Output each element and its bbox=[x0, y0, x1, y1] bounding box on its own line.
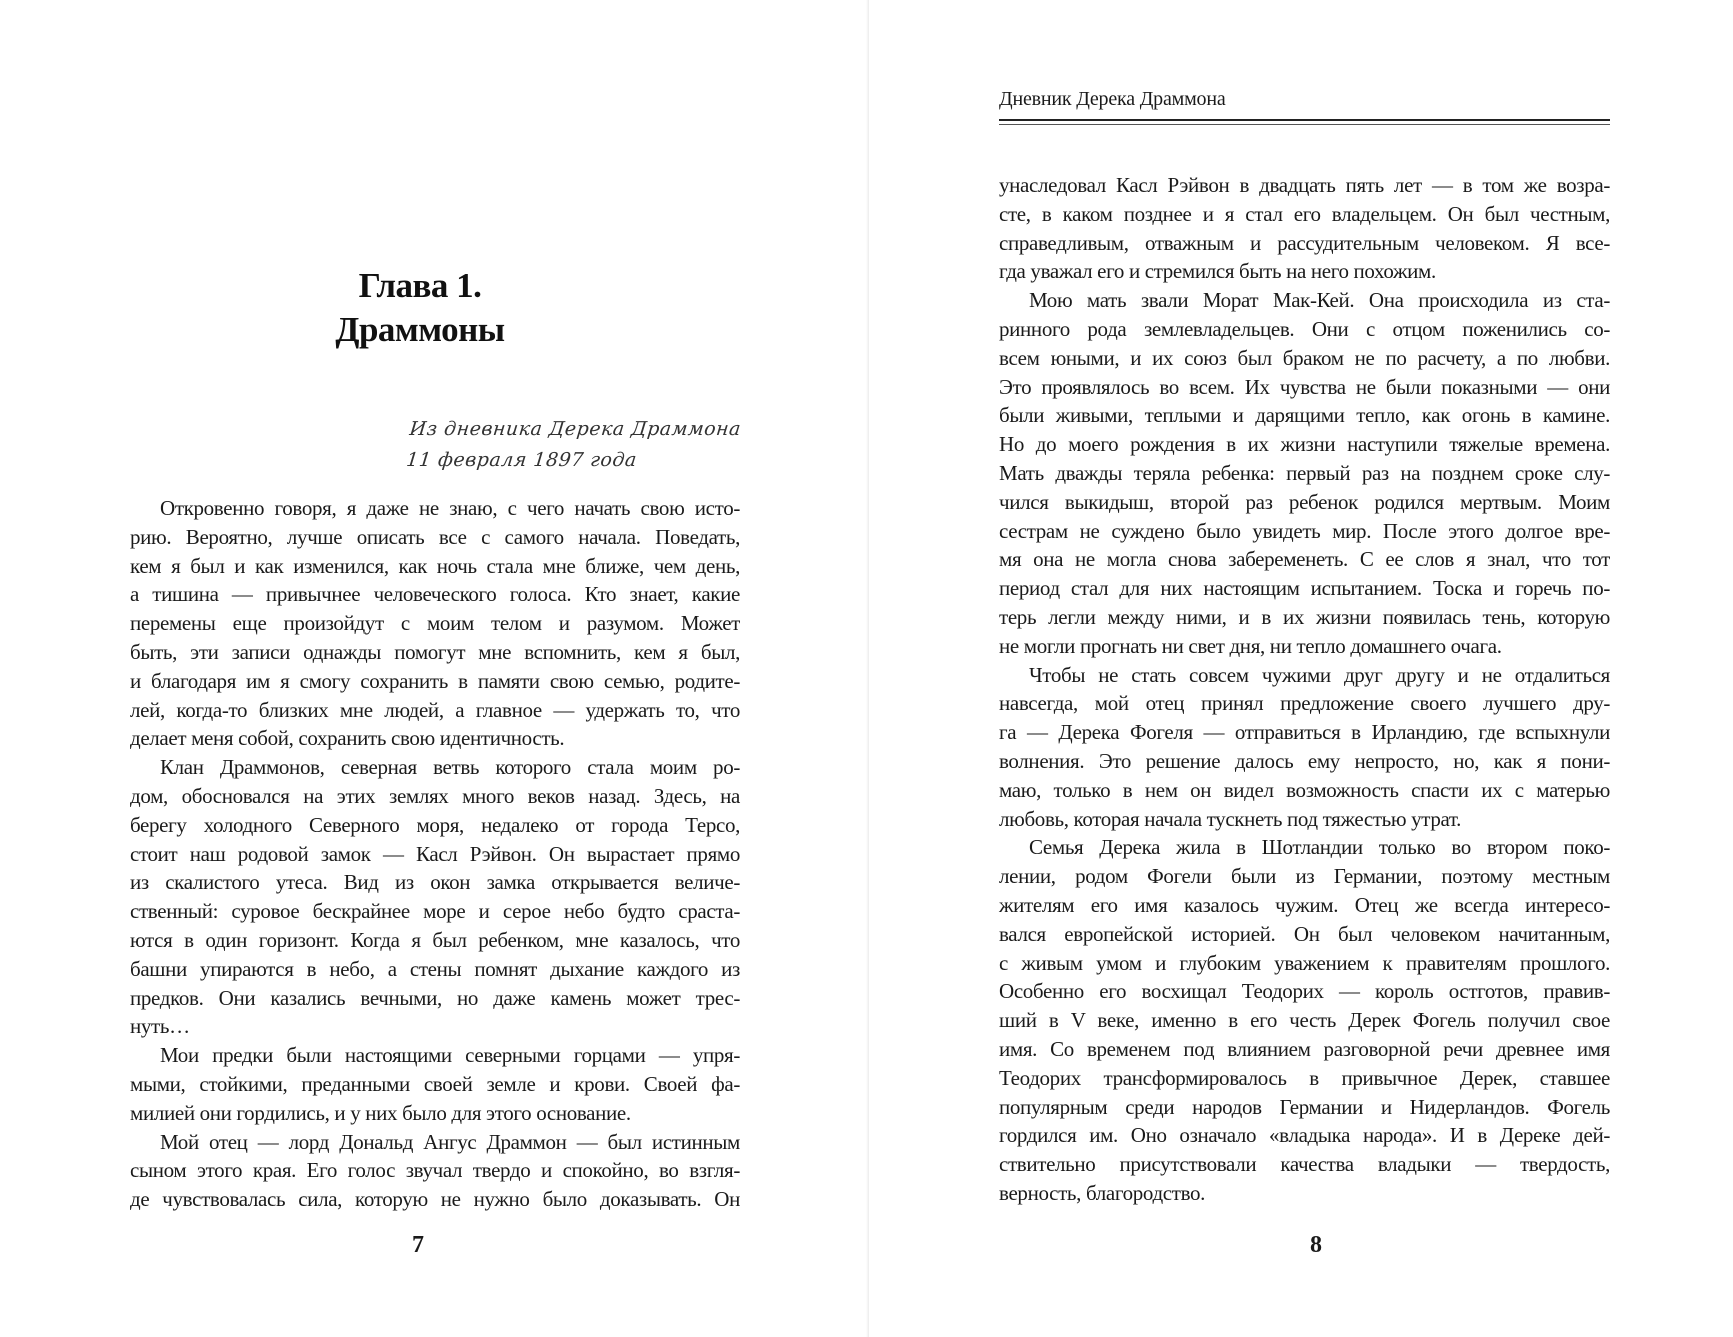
text-line: популярным среди народов Германии и Нидерландов. Фогель bbox=[999, 1094, 1610, 1119]
text-line: период стал для них настоящим испытанием. Тоска и горечь по- bbox=[999, 576, 1610, 601]
text-line: рию. Вероятно, лучше описать все с самого начала. Поведать, bbox=[130, 524, 740, 549]
epigraph bbox=[404, 414, 742, 476]
text-line: Чтобы не стать совсем чужими друг другу и не отдалиться bbox=[1029, 662, 1610, 687]
text-line: ринного рода землевладельцев. Они с отцом поженились со- bbox=[999, 316, 1610, 341]
right-page bbox=[869, 0, 1733, 1337]
text-line: и благодаря им я смогу сохранить в памяти свою семью, родите- bbox=[130, 668, 740, 693]
text-line: сыном этого края. Его голос звучал твердо и спокойно, во взгля- bbox=[130, 1158, 740, 1183]
text-line: вался европейской историей. Он был человеком начитанным, bbox=[999, 921, 1610, 946]
epigraph-source: Из дневника Дерека Драммона bbox=[408, 418, 742, 440]
text-line: делает меня собой, сохранить свою идентичность. bbox=[130, 726, 565, 751]
text-line: стоит наш родовой замок — Касл Рэйвон. Он вырастает прямо bbox=[130, 841, 740, 866]
text-line: маю, только в нем он видел возможность спасти их с матерью bbox=[999, 777, 1610, 802]
paragraph bbox=[999, 286, 1610, 660]
text-line: гордился им. Оно означало «владыка народа». И в Дереке дей- bbox=[999, 1123, 1610, 1148]
paragraph bbox=[130, 1128, 740, 1214]
text-line: ствительно присутствовали качества владыки — твердость, bbox=[999, 1152, 1610, 1177]
text-line: Откровенно говоря, я даже не знаю, с чего начать свою исто- bbox=[160, 496, 740, 520]
text-line: жителям его имя казалось чужим. Отец же всегда интересо- bbox=[999, 892, 1610, 917]
text-line: мыми, стойкими, преданными своей земле и крови. Своей фа- bbox=[130, 1071, 740, 1096]
text-line: сте, в каком позднее и я стал его владельцем. Он был честным, bbox=[999, 201, 1610, 226]
paragraph bbox=[999, 833, 1610, 1207]
paragraph bbox=[130, 753, 740, 1041]
text-line: гда уважал его и стремился быть на него похожим. bbox=[999, 259, 1436, 284]
text-line: лении, родом Фогели были из Германии, поэтому местным bbox=[999, 864, 1610, 889]
paragraph bbox=[130, 494, 740, 753]
text-line: берегу холодного Северного моря, недалеко от города Терсо, bbox=[130, 812, 740, 837]
text-line: перемены еще произойдут с моим телом и разумом. Может bbox=[130, 611, 740, 636]
paragraph bbox=[130, 1041, 740, 1127]
page-number: 7 bbox=[412, 1232, 424, 1258]
text-line: терь легли между ними, и в их жизни появилась тень, которую bbox=[999, 604, 1610, 629]
body-text bbox=[999, 171, 1610, 1208]
text-line: лей, когда-то близких мне людей, а главное — удержать то, что bbox=[130, 697, 740, 722]
text-line: а тишина — привычнее человеческого голоса. Кто знает, какие bbox=[130, 582, 740, 607]
text-line: верность, благородство. bbox=[999, 1180, 1206, 1205]
text-line: навсегда, мой отец принял предложение своего лучшего дру- bbox=[999, 691, 1610, 716]
body-text bbox=[130, 494, 740, 1214]
text-line: Это проявлялось во всем. Их чувства не были показными — они bbox=[999, 374, 1610, 399]
chapter-title: Драммоны bbox=[335, 310, 505, 349]
text-line: не могли прогнать ни свет дня, ни тепло домашнего очага. bbox=[999, 633, 1502, 658]
text-line: ший в V веке, именно в его честь Дерек Фогель получил свое bbox=[999, 1008, 1610, 1033]
text-line: справедливым, отважным и рассудительным человеком. Я все- bbox=[999, 230, 1610, 255]
paragraph bbox=[999, 661, 1610, 834]
text-line: мя она не могла снова забеременеть. С ее слов я знал, что тот bbox=[999, 547, 1610, 572]
text-line: предков. Они казались вечными, но даже камень может трес- bbox=[130, 985, 740, 1010]
text-line: Особенно его восхищал Теодорих — король остготов, правив- bbox=[999, 979, 1610, 1004]
text-line: дом, обосновался на этих землях много веков назад. Здесь, на bbox=[130, 783, 740, 808]
text-line: башни упираются в небо, а стены помнят дыхание каждого из bbox=[130, 956, 740, 981]
text-line: с живым умом и глубоким уважением к правителям прошлого. bbox=[999, 950, 1610, 975]
text-line: любовь, которая начала тускнеть под тяжестью утрат. bbox=[999, 806, 1462, 831]
text-line: имя. Со временем под влиянием разговорной речи древнее имя bbox=[999, 1036, 1610, 1061]
text-line: сестрам не суждено было увидеть мир. После этого долгое вре- bbox=[999, 518, 1610, 543]
page-number: 8 bbox=[1310, 1232, 1322, 1258]
text-line: Семья Дерека жила в Шотландии только во втором поко- bbox=[1029, 835, 1610, 860]
epigraph-date: 11 февраля 1897 года bbox=[404, 449, 638, 471]
text-line: чился выкидыш, второй раз ребенок родился мертвым. Моим bbox=[999, 489, 1610, 514]
running-head: Дневник Дерека Драммона bbox=[999, 88, 1226, 110]
text-line: ственный: суровое бескрайнее море и серое небо будто сраста- bbox=[130, 899, 740, 924]
text-line: нуть… bbox=[130, 1014, 190, 1039]
text-line: Но до моего рождения в их жизни наступили тяжелые времена. bbox=[999, 432, 1610, 457]
text-line: волнения. Это решение далось ему непросто, но, как я пони- bbox=[999, 748, 1610, 773]
text-line: всем юными, и их союз был браком не по расчету, а по любви. bbox=[999, 345, 1610, 370]
paragraph bbox=[999, 171, 1610, 286]
text-line: га — Дерека Фогеля — отправиться в Ирландию, где вспыхнули bbox=[999, 720, 1610, 745]
text-line: Теодорих трансформировалось в привычное Дерек, ставшее bbox=[999, 1065, 1610, 1090]
text-line: де чувствовалась сила, которую не нужно было доказывать. Он bbox=[130, 1187, 740, 1212]
text-line: Мои предки были настоящими северными горцами — упря- bbox=[160, 1043, 740, 1068]
text-line: были живыми, теплыми и дарящими тепло, как огонь в камине. bbox=[999, 403, 1610, 428]
text-line: Мать дважды теряла ребенка: первый раз на позднем сроке слу- bbox=[999, 460, 1610, 485]
text-line: ются в один горизонт. Когда я был ребенком, мне казалось, что bbox=[130, 927, 740, 952]
header-rule-thin bbox=[999, 124, 1610, 125]
header-rule bbox=[999, 119, 1610, 121]
text-line: унаследовал Касл Рэйвон в двадцать пять лет — в том же возра- bbox=[999, 173, 1610, 197]
text-line: быть, эти записи однажды помогут мне вспомнить, кем я был, bbox=[130, 639, 740, 664]
text-line: из скалистого утеса. Вид из окон замка открывается величе- bbox=[130, 870, 740, 895]
text-line: Мою мать звали Морат Мак-Кей. Она происходила из ста- bbox=[1029, 288, 1610, 313]
chapter-number: Глава 1. bbox=[358, 266, 482, 305]
text-line: Мой отец — лорд Дональд Ангус Драммон — был истинным bbox=[160, 1129, 740, 1154]
text-line: милией они гордились, и у них было для этого основание. bbox=[130, 1100, 631, 1125]
text-line: Клан Драммонов, северная ветвь которого стала моим ро- bbox=[160, 755, 740, 780]
text-line: кем я был и как изменился, как ночь стала мне ближе, чем день, bbox=[130, 553, 740, 578]
